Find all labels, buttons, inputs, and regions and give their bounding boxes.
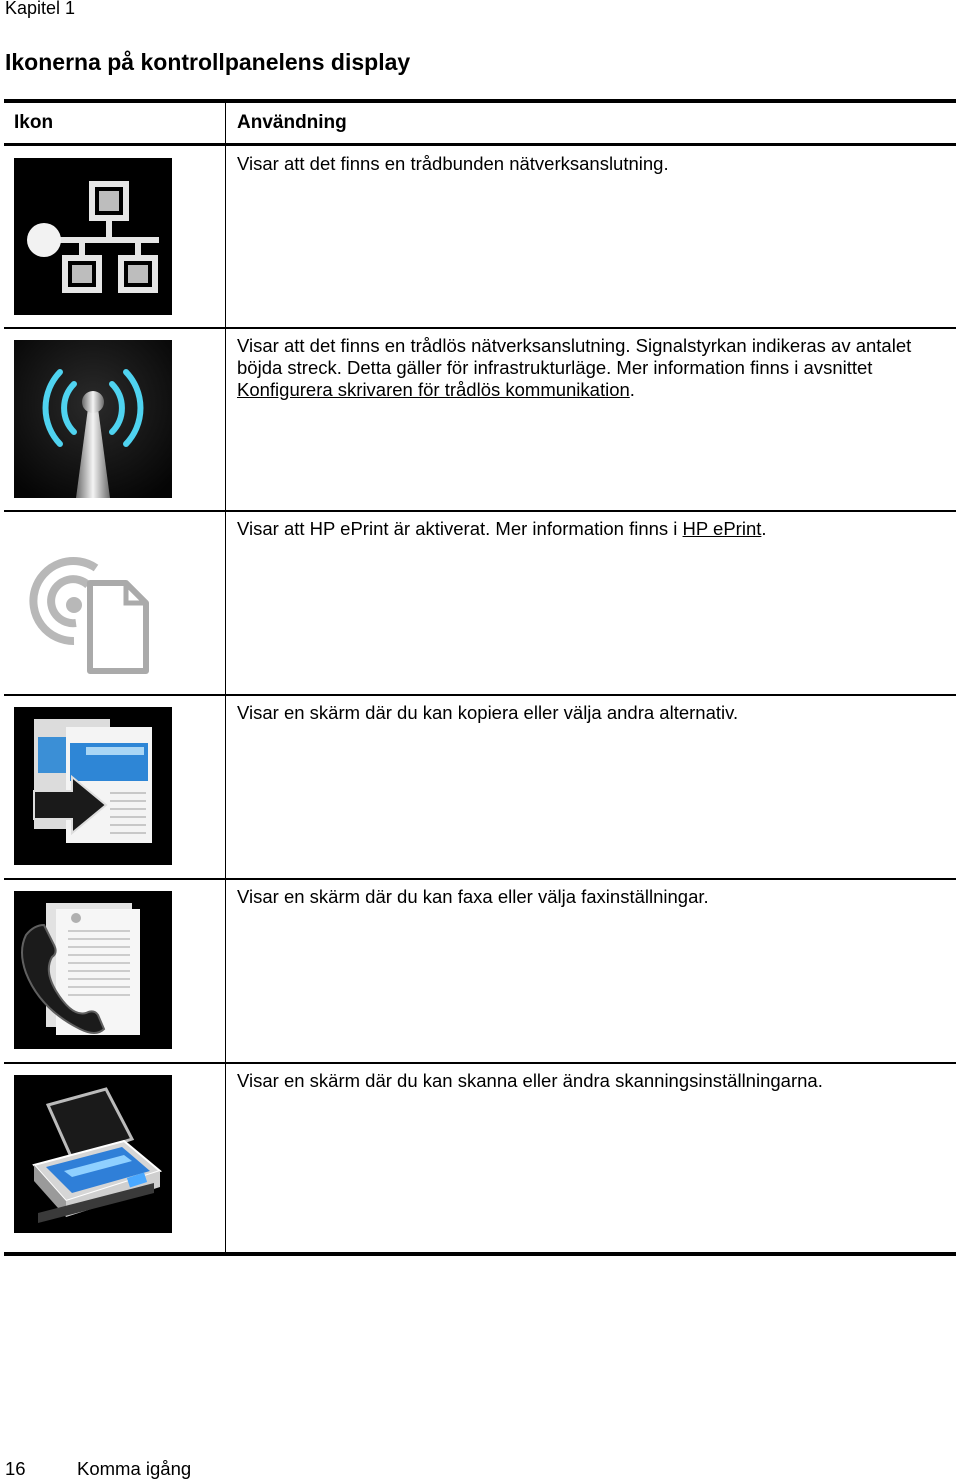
footer-section: Komma igång (77, 1458, 192, 1479)
table-header (4, 103, 956, 146)
copy-icon (14, 707, 172, 864)
icon-table (4, 99, 956, 1256)
fax-icon (14, 891, 172, 1048)
row-description: Visar en skärm där du kan faxa eller välja faxinställningar. (237, 886, 709, 907)
table-row (4, 510, 956, 694)
column-header-icon: Ikon (14, 112, 54, 133)
row-description: Visar en skärm där du kan kopiera eller välja andra alternativ. (237, 702, 739, 723)
row-description: Visar att HP ePrint är aktiverat. Mer information finns i HP ePrint. (237, 518, 767, 539)
page-number: 16 (5, 1458, 26, 1479)
table-row (4, 878, 956, 1062)
row-description: Visar att det finns en trådlös nätverksanslutning. Signalstyrkan indikeras av antalet böjda streck. Detta gäller för infrastrukturläge. Mer information finns i avsnittet Konfigurera skrivaren för trådlös kommunikation. (237, 335, 912, 400)
wireless-setup-link[interactable]: Konfigurera skrivaren för trådlös kommunikation (237, 379, 630, 400)
row-description: Visar en skärm där du kan skanna eller ändra skanningsinställningarna. (237, 1070, 823, 1091)
row-description: Visar att det finns en trådbunden nätverksanslutning. (237, 153, 669, 174)
hp-eprint-link[interactable]: HP ePrint (682, 518, 762, 539)
table-row (4, 694, 956, 878)
wired-network-icon (14, 158, 172, 315)
wireless-network-icon (14, 340, 172, 497)
scan-icon (14, 1075, 172, 1232)
table-row (4, 327, 956, 510)
column-header-usage: Användning (237, 112, 347, 133)
table-row (4, 147, 956, 325)
eprint-icon (14, 523, 172, 680)
chapter-label: Kapitel 1 (5, 0, 76, 18)
page-title: Ikonerna på kontrollpanelens display (5, 49, 411, 75)
table-row (4, 1062, 956, 1250)
